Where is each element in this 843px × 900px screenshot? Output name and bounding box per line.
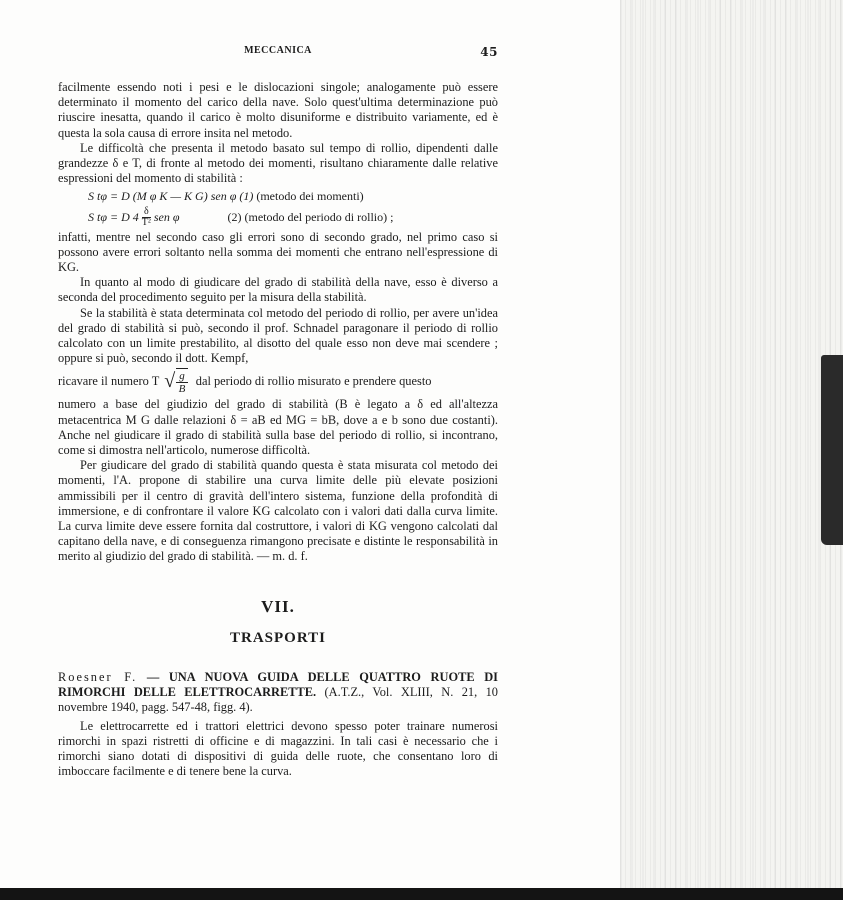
formula-rolling-fraction xyxy=(142,207,151,228)
formula-rolling xyxy=(88,207,498,228)
book-page-edge xyxy=(620,0,843,900)
formula-rolling-left: S tφ = D 4 xyxy=(88,209,139,224)
paragraph-rolling-method: Se la stabilità è stata determinata col metodo del periodo di rollio, per avere un'idea del grado di stabilità si può, secondo il prof. Schnadel paragonare il periodo di rollio calcolato con un limite prestabilito, al disotto del quale esso non deve mai scendere ; oppure si può, secondo il dott. Kempf, xyxy=(58,305,498,366)
article-body: Le elettrocarrette ed i trattori elettrici devono spesso poter trainare numerosi rimorchi in spazi ristretti di officine e di magazzini. In tali casi è necessario che i rimorchi siano dotati di dispositivi di guida delle ruote, che consentano loro di imboccare facilmente e di tenere bene la curva. xyxy=(58,718,498,779)
paragraph-moments-method: Per giudicare del grado di stabilità quando questa è stata misurata col metodo dei momenti, l'A. propone di stabilire una curva limite delle più elevate posizioni ammissibili per il centro di gravità dell'intero sistema, funzione della profondità di immersione, e di confrontare il valore KG calcolato con i valori dati dalla curva limite. La curva limite deve essere fornita dal costruttore, i valori di KG vengono calcolati dal capitano della nave, e di conseguenza rimangono precisate e distinte le responsabilità in merito al giudizio del grado di stabilità. — m. d. f. xyxy=(58,458,498,564)
article-author: Roesner F. xyxy=(58,670,138,684)
formula-moments-note: (metodo dei momenti) xyxy=(256,189,364,204)
paragraph-judging: In quanto al modo di giudicare del grado di stabilità della nave, esso è diverso a seconda del procedimento seguito per la misura della stabilità. xyxy=(58,275,498,305)
formula-ratio-numerator: g xyxy=(176,370,188,383)
formula-ratio-line xyxy=(58,368,498,395)
page-number: 45 xyxy=(480,45,498,59)
section-number: VII. xyxy=(261,597,295,616)
running-header xyxy=(58,45,498,59)
formula-ratio-denominator: B xyxy=(178,383,186,396)
formula-moments-expr: S tφ = D (M φ K — K G) sen φ (1) xyxy=(88,189,254,204)
header-title: MECCANICA xyxy=(244,45,312,56)
paragraph-difficulties: Le difficoltà che presenta il metodo basato sul tempo di rollio, dipendenti dalle grandezze δ e T, di fronte al metodo dei momenti, risultano chiaramente dalle relative espressioni del momento di stabilità : xyxy=(58,140,498,186)
paragraph-method-intro: facilmente essendo noti i pesi e le dislocazioni singole; analogamente può essere determinato il momento del carico della nave. Solo quest'ultima determinazione può riuscire inesatta, quando il carico è molto disuniforme e distribuito variamente, ed è questa la sola causa di errore insita nel metodo. xyxy=(58,80,498,140)
formula-rolling-right: sen φ xyxy=(153,209,180,224)
formula-rolling-numerator: δ xyxy=(143,205,149,217)
formula-rolling-denominator: T² xyxy=(141,216,151,228)
binding-shadow xyxy=(821,355,843,545)
formula-rolling-note: (2) (metodo del periodo di rollio) ; xyxy=(227,209,394,224)
scan-bottom-border xyxy=(0,888,843,900)
formula-ratio-post: dal periodo di rollio misurato e prendere questo xyxy=(195,374,432,389)
section-title: TRASPORTI xyxy=(230,630,326,646)
article-reference: (A.T.Z., Vol. XLIII, N. 21, 10 novembre 1940, pagg. 547-48, figg. 4). xyxy=(58,685,498,715)
formula-ratio-fraction xyxy=(176,368,188,395)
formula-moments xyxy=(88,189,498,204)
paragraph-errors: infatti, mentre nel secondo caso gli errori sono di secondo grado, nel primo caso si possono avere errori soltanto nella somma dei momenti che entrano nell'espressione di KG. xyxy=(58,229,498,275)
article-heading: — UNA NUOVA GUIDA DELLE QUATTRO RUOTE DI RIMORCHI DELLE ELETTROCARRETTE. xyxy=(58,670,498,700)
body-text-top xyxy=(58,80,498,565)
paragraph-stability-number: numero a base del giudizio del grado di stabilità (B è legato a δ ed all'altezza metacentrica M G dalle relazioni δ = aB ed MG = bB, dove a e b sono due costanti). Anche nel giudicare il grado di stabilità sulla base del periodo di rollio, si incontrano, come si dimostra nell'articolo, numerose difficoltà. xyxy=(58,397,498,458)
article-block xyxy=(58,670,498,779)
sqrt-sign: √ xyxy=(164,370,176,393)
article-citation xyxy=(58,670,498,716)
formula-ratio-pre: ricavare il numero T xyxy=(58,374,160,389)
